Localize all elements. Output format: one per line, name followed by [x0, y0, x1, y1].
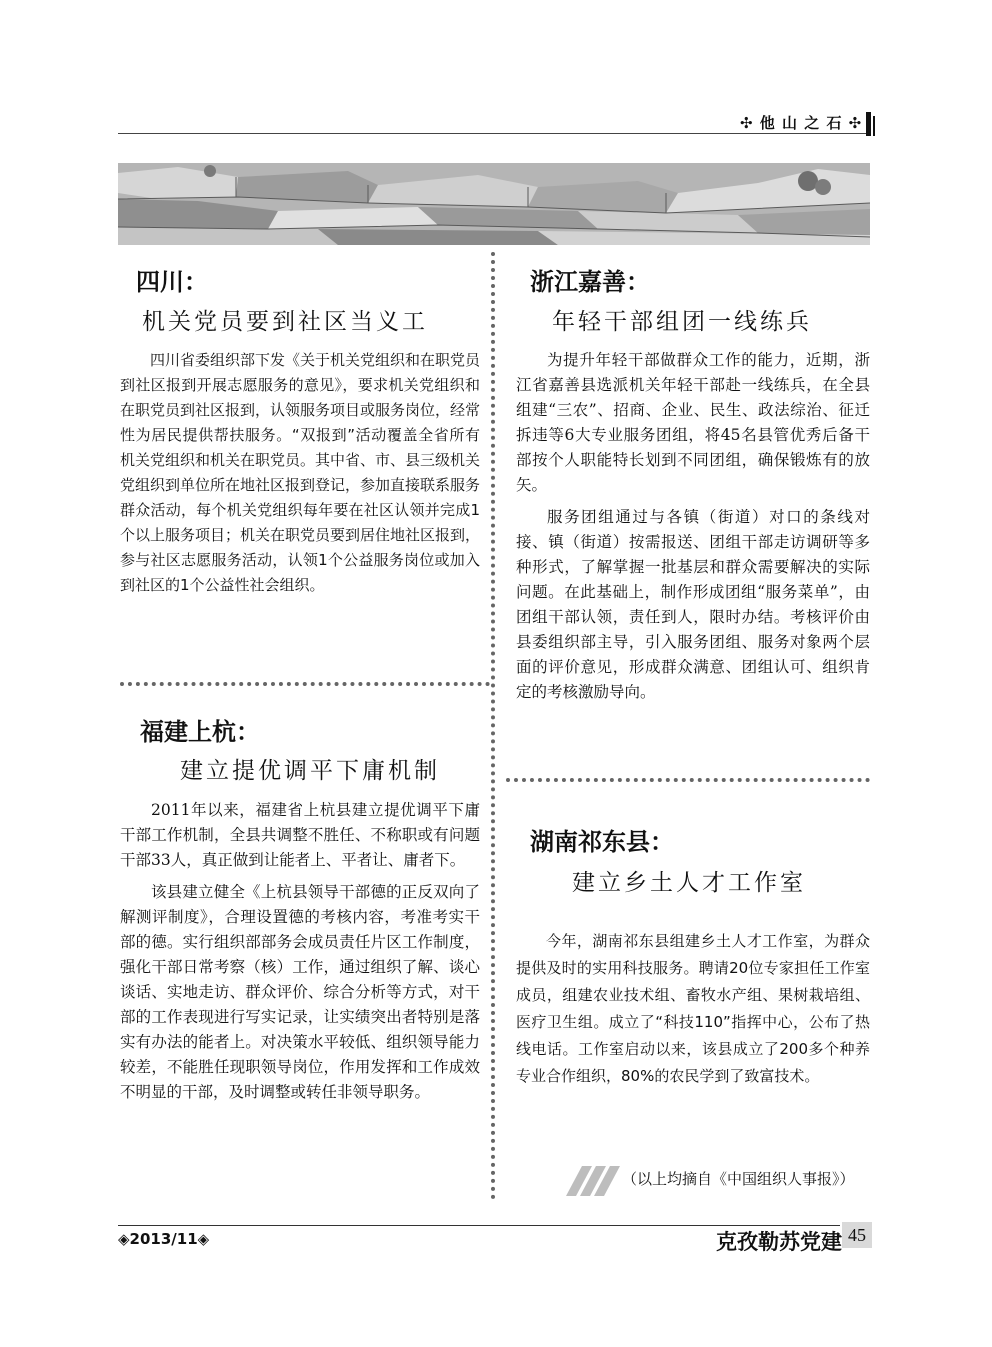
article-subtitle: 建立提优调平下庸机制 — [180, 758, 440, 784]
header-bar-mark — [866, 112, 871, 136]
article-subtitle: 年轻干部组团一线练兵 — [552, 309, 812, 335]
article-body — [120, 348, 480, 598]
article-paragraph: 四川省委组织部下发《关于机关党组织和在职党员到社区报到开展志愿服务的意见》，要求机关党组织和在职党员到社区报到，认领服务项目或服务岗位，经常性为居民提供帮扶服务。“双报到”活动覆盖全省所有机关党组织和机关在职党员。其中省、市、县三级机关党组织到单位所在地社区报到登记，参加直接联系服务群众活动，每个机关党组织每年要在社区认领并完成1个以上服务项目；机关在职党员要到居住地社区报到，参与社区志愿服务活动，认领1个公益服务岗位或加入到社区的1个公益性社会组织。 — [120, 351, 481, 594]
article-region-title: 四川： — [136, 268, 208, 296]
article-subtitle: 机关党员要到社区当义工 — [142, 309, 428, 335]
article-paragraph: 今年，湖南祁东县组建乡土人才工作室，为群众提供及时的实用科技服务。聘请20位专家担任工作室成员，组建农业技术组、畜牧水产组、果树栽培组、医疗卫生组。成立了“科技110”指挥中心，公布了热线电话。工作室启动以来，该县成立了200多个种养专业合作组织，80%的农民学到了致富技术。 — [516, 932, 870, 1085]
article-paragraph: 该县建立健全《上杭县领导干部德的正反双向了解测评制度》，合理设置德的考核内容，考准考实干部的德。实行组织部部务会成员责任片区工作制度，强化干部日常考察（核）工作，通过组织了解、谈心谈话、实地走访、群众评价、综合分析等方式，对干部的工作表现进行写实记录，让实绩突出者特别是落实有办法的能者上。对决策水平较低、组织领导能力较差，不能胜任现职领导岗位，作用发挥和工作成效不明显的干部，及时调整或转任非领导职务。 — [120, 883, 480, 1101]
article-paragraph: 2011年以来，福建省上杭县建立提优调平下庸干部工作机制，全县共调整不胜任、不称职或有问题干部33人，真正做到让能者上、平者让、庸者下。 — [120, 801, 480, 869]
article-region-title: 福建上杭： — [140, 718, 260, 746]
article-region-title: 浙江嘉善： — [530, 268, 650, 296]
article-paragraph: 服务团组通过与各镇（街道）对口的条线对接、镇（街道）按需报送、团组干部走访调研等多种形式，了解掌握一批基层和群众需要解决的实际问题。在此基础上，制作形成团组“服务菜单”，由团组干部认领，责任到人，限时办结。考核评价由县委组织部主导，引入服务团组、服务对象两个层面的评价意见，形成群众满意、团组认可、组织肯定的考核激励导向。 — [516, 508, 870, 701]
issue-date: ◈2013/11◈ — [118, 1230, 210, 1248]
article-body — [120, 798, 480, 1105]
page-number: 45 — [842, 1222, 872, 1248]
section-label: ✣ 他 山 之 石 ✣ — [740, 114, 863, 132]
section-divider — [506, 778, 870, 782]
article-body — [516, 348, 870, 705]
column-divider — [491, 252, 495, 1200]
article-paragraph: 为提升年轻干部做群众工作的能力，近期，浙江省嘉善县选派机关年轻干部赴一线练兵，在全县组建“三农”、招商、企业、民生、政法综治、征迁拆违等6大专业服务团组，将45名县管优秀后备干部按个人职能特长划到不同团组，确保锻炼有的放矢。 — [516, 351, 870, 494]
header-bar-mark-thin — [873, 116, 875, 136]
stripe-ornament — [566, 1166, 626, 1196]
article-body — [516, 928, 870, 1090]
source-note: （以上均摘自《中国组织人事报》） — [622, 1170, 855, 1188]
rock-banner-image — [118, 163, 870, 245]
article-region-title: 湖南祁东县： — [530, 828, 674, 856]
section-divider — [120, 682, 490, 686]
article-subtitle: 建立乡土人才工作室 — [572, 870, 806, 896]
magazine-name: 克孜勒苏党建 — [716, 1230, 842, 1254]
header-rule — [118, 133, 866, 134]
